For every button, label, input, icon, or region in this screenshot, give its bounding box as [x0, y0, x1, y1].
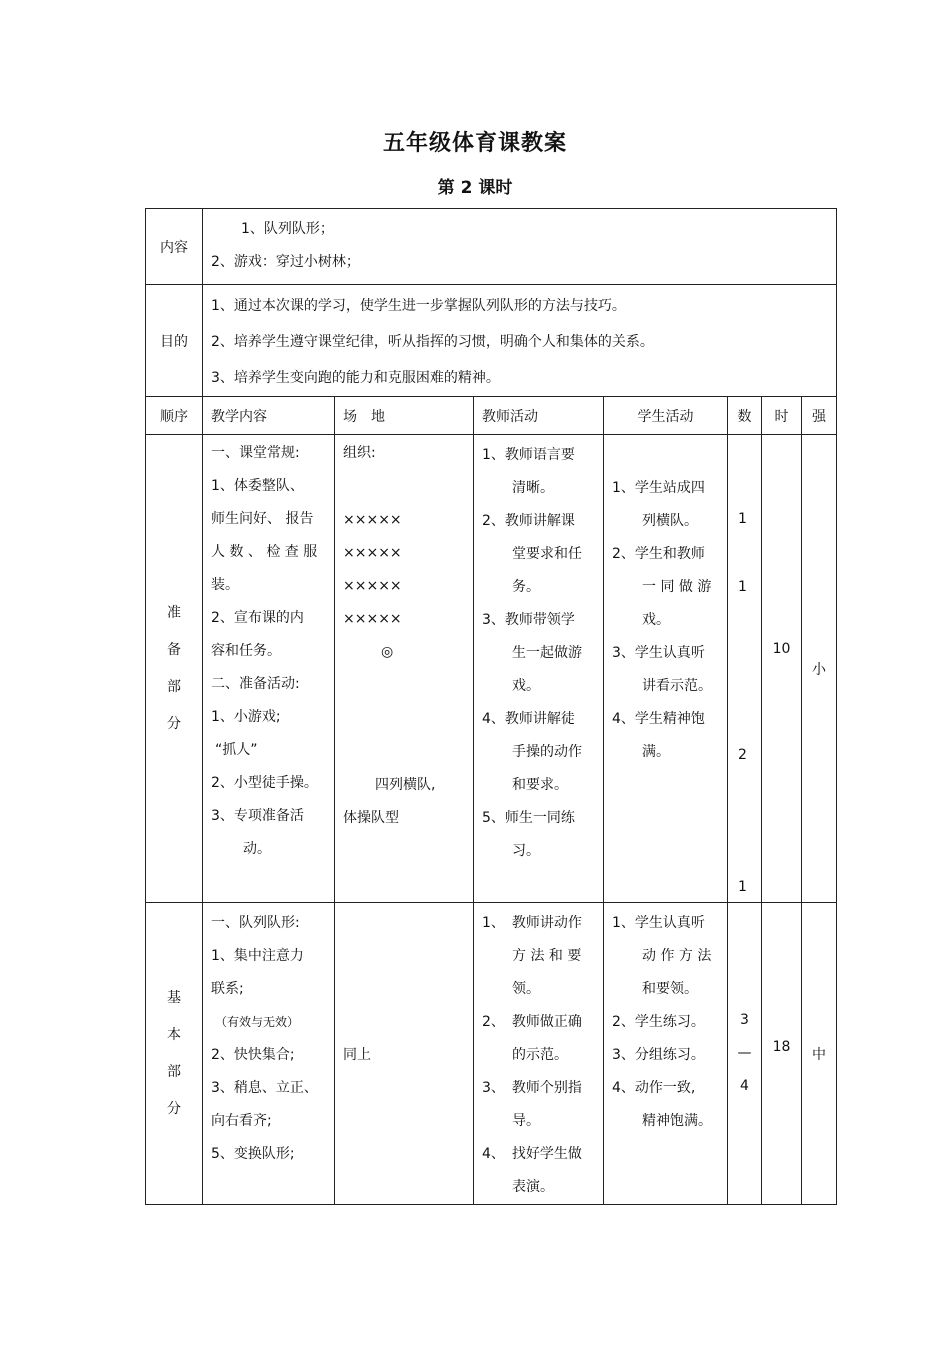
prep-time: 10 — [762, 435, 802, 903]
basic-row — [146, 903, 837, 1205]
count-value: 1 — [738, 579, 747, 595]
goal-item: 2、培养学生遵守课堂纪律，听从指挥的习惯，明确个人和集体的关系。 — [211, 334, 654, 350]
prep-site — [335, 435, 474, 903]
col-header-student: 学生活动 — [604, 397, 728, 435]
col-header-count: 数 — [728, 397, 762, 435]
page-subtitle: 第 2 课时 — [437, 178, 513, 198]
goal-cell — [203, 285, 837, 397]
count-value: 1 — [738, 511, 747, 527]
count-value: 2 — [738, 747, 747, 763]
prep-content: 一、课堂常规: 1、体委整队、 师生问好、 报告 人 数 、 检 查 服 装。 2、宣布课的内 容和任务。 二、准备活动: 1、小游戏; “抓人” 2、小型徒手操。 3、专项准备活 动。 — [203, 435, 335, 903]
basic-intensity: 中 — [802, 903, 837, 1205]
content-item: 2、游戏：穿过小树林； — [211, 254, 360, 270]
teacher-position-mark: ◎ — [381, 644, 394, 660]
prep-student: 1、学生站成四 列横队。 2、学生和教师 一 同 做 游 戏。 3、学生认真听 讲看示范。 4、学生精神饱 满。 — [604, 435, 728, 903]
page-title: 五年级体育课教案 — [382, 131, 567, 156]
col-header-order: 顺序 — [146, 397, 203, 435]
content-cell — [203, 209, 837, 285]
lesson-plan-table — [145, 208, 837, 1205]
site-org-label: 组织: — [343, 445, 376, 461]
basic-count: 3 — 4 — [728, 903, 762, 1205]
goal-label: 目的 — [146, 285, 203, 397]
prep-teacher: 1、教师语言要 清晰。 2、教师讲解课 堂要求和任 务。 3、教师带领学 生一起做游 戏。 4、教师讲解徒 手操的动作 和要求。 5、师生一同练 习。 — [474, 435, 604, 903]
content-row — [146, 209, 837, 285]
basic-teacher: 1、 教师讲动作 方 法 和 要 领。 2、 教师做正确 的示范。 3、 教师个别指 导。 4、 找好学生做 表演。 — [474, 903, 604, 1205]
col-header-teacher: 教师活动 — [474, 397, 604, 435]
site-desc: 四列横队, — [375, 777, 436, 793]
prep-label: 准 备 部 分 — [146, 435, 203, 903]
count-value: 1 — [738, 879, 747, 895]
prep-count — [728, 435, 762, 903]
site-desc: 体操队型 — [343, 810, 399, 826]
basic-site: 同上 — [335, 903, 474, 1205]
goal-item: 1、通过本次课的学习，使学生进一步掌握队列队形的方法与技巧。 — [211, 298, 626, 314]
prep-row — [146, 435, 837, 903]
formation-row: ××××× — [343, 512, 402, 528]
formation-row: ××××× — [343, 545, 402, 561]
formation-row: ××××× — [343, 611, 402, 627]
prep-intensity: 小 — [802, 435, 837, 903]
basic-student: 1、学生认真听 动 作 方 法 和要领。 2、学生练习。 3、分组练习。 4、动作一致, 精神饱满。 — [604, 903, 728, 1205]
column-header-row — [146, 397, 837, 435]
goal-item: 3、培养学生变向跑的能力和克服困难的精神。 — [211, 370, 500, 386]
basic-content: 一、队列队形: 1、集中注意力 联系; （有效与无效） 2、快快集合; 3、稍息、立正、 向右看齐; 5、变换队形; — [203, 903, 335, 1205]
col-header-time: 时 — [762, 397, 802, 435]
basic-label: 基 本 部 分 — [146, 903, 203, 1205]
col-header-content: 教学内容 — [203, 397, 335, 435]
basic-time: 18 — [762, 903, 802, 1205]
col-header-site: 场 地 — [335, 397, 474, 435]
col-header-intensity: 强 — [802, 397, 837, 435]
content-label: 内容 — [146, 209, 203, 285]
formation-row: ××××× — [343, 578, 402, 594]
goal-row — [146, 285, 837, 397]
content-item: 1、队列队形； — [241, 221, 334, 237]
